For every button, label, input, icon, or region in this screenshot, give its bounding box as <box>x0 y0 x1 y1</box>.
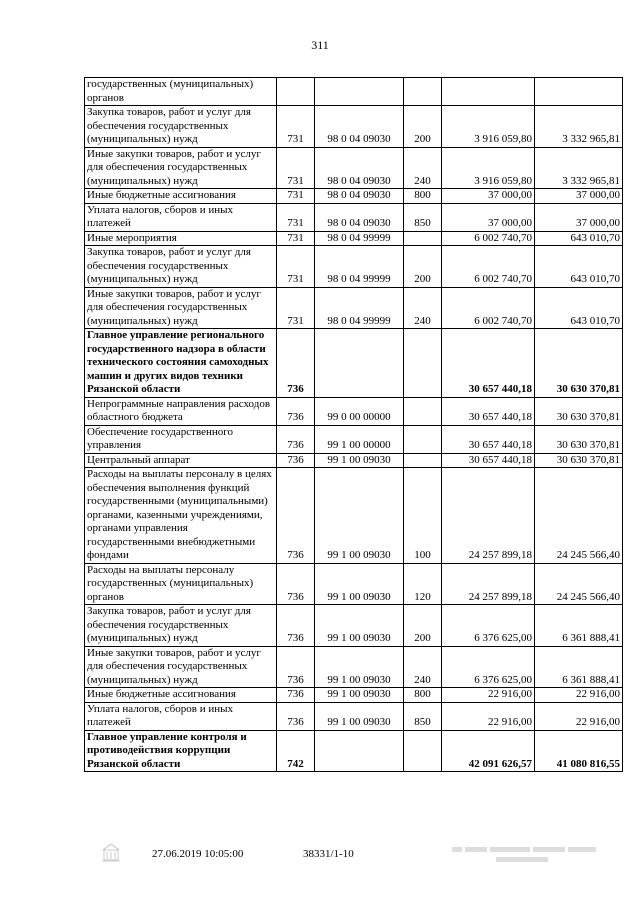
table-row <box>85 203 623 231</box>
row-sum-2020: 24 245 566,40 <box>535 468 623 564</box>
row-csr: 98 0 04 99999 <box>315 287 404 329</box>
row-sum-2020: 41 080 816,55 <box>535 730 623 772</box>
row-csr: 99 1 00 09030 <box>315 605 404 647</box>
row-name: Иные бюджетные ассигнования <box>85 189 277 204</box>
table-row <box>85 425 623 453</box>
row-sum-2019: 6 002 740,70 <box>442 287 535 329</box>
row-ved: 736 <box>277 425 315 453</box>
row-sum-2019: 6 376 625,00 <box>442 646 535 688</box>
row-sum-2020: 6 361 888,41 <box>535 646 623 688</box>
row-sum-2020: 643 010,70 <box>535 231 623 246</box>
row-ved: 731 <box>277 246 315 288</box>
row-sum-2019: 37 000,00 <box>442 189 535 204</box>
row-sum-2020: 22 916,00 <box>535 688 623 703</box>
row-ved: 731 <box>277 106 315 148</box>
row-ved: 736 <box>277 646 315 688</box>
row-vr <box>404 78 442 106</box>
row-ved: 731 <box>277 147 315 189</box>
row-name: Иные закупки товаров, работ и услуг для обеспечения государственных (муниципальных) нужд <box>85 287 277 329</box>
table-row <box>85 468 623 564</box>
row-vr <box>404 397 442 425</box>
row-csr: 98 0 04 99999 <box>315 231 404 246</box>
row-ved: 731 <box>277 287 315 329</box>
row-csr: 98 0 04 09030 <box>315 106 404 148</box>
row-vr <box>404 231 442 246</box>
row-name: Уплата налогов, сборов и иных платежей <box>85 203 277 231</box>
row-name: Расходы на выплаты персоналу государственных (муниципальных) органов <box>85 563 277 605</box>
row-sum-2020: 3 332 965,81 <box>535 147 623 189</box>
row-csr: 99 1 00 09030 <box>315 563 404 605</box>
row-csr: 99 1 00 09030 <box>315 646 404 688</box>
row-vr <box>404 453 442 468</box>
row-name: Центральный аппарат <box>85 453 277 468</box>
row-sum-2020: 30 630 370,81 <box>535 425 623 453</box>
budget-table <box>84 77 623 772</box>
row-sum-2019: 24 257 899,18 <box>442 468 535 564</box>
row-sum-2020: 643 010,70 <box>535 287 623 329</box>
row-name: Главное управление контроля и противодействия коррупции Рязанской области <box>85 730 277 772</box>
row-vr: 240 <box>404 646 442 688</box>
row-name: Закупка товаров, работ и услуг для обеспечения государственных (муниципальных) нужд <box>85 106 277 148</box>
row-vr: 240 <box>404 287 442 329</box>
footer-date: 27.06.2019 10:05:00 <box>152 848 244 860</box>
table-row <box>85 106 623 148</box>
row-vr: 240 <box>404 147 442 189</box>
row-sum-2020: 30 630 370,81 <box>535 397 623 425</box>
row-sum-2020: 24 245 566,40 <box>535 563 623 605</box>
row-ved: 742 <box>277 730 315 772</box>
row-ved: 736 <box>277 688 315 703</box>
row-sum-2019 <box>442 78 535 106</box>
row-ved: 736 <box>277 453 315 468</box>
row-ved: 736 <box>277 702 315 730</box>
table-row <box>85 147 623 189</box>
row-csr <box>315 78 404 106</box>
row-csr: 99 1 00 09030 <box>315 453 404 468</box>
row-sum-2019: 37 000,00 <box>442 203 535 231</box>
row-sum-2019: 6 376 625,00 <box>442 605 535 647</box>
row-ved: 731 <box>277 189 315 204</box>
row-csr: 99 1 00 09030 <box>315 688 404 703</box>
row-name: Расходы на выплаты персоналу в целях обеспечения выполнения функций государственными (муниципальными) органами, казенными учреждениями, органами управления государственными внебюджетными фондами <box>85 468 277 564</box>
row-name: Закупка товаров, работ и услуг для обеспечения государственных (муниципальных) нужд <box>85 246 277 288</box>
row-sum-2019: 30 657 440,18 <box>442 397 535 425</box>
table-row <box>85 397 623 425</box>
row-name: Иные закупки товаров, работ и услуг для обеспечения государственных (муниципальных) нужд <box>85 147 277 189</box>
row-vr <box>404 730 442 772</box>
row-sum-2020: 643 010,70 <box>535 246 623 288</box>
table-row <box>85 702 623 730</box>
row-csr: 98 0 04 09030 <box>315 203 404 231</box>
row-name: Главное управление регионального государственного надзора в области технического состояния самоходных машин и других видов техники Рязанской области <box>85 329 277 398</box>
row-sum-2020 <box>535 78 623 106</box>
row-sum-2020: 6 361 888,41 <box>535 605 623 647</box>
row-vr <box>404 329 442 398</box>
row-sum-2020: 37 000,00 <box>535 189 623 204</box>
row-sum-2019: 6 002 740,70 <box>442 246 535 288</box>
row-sum-2019: 3 916 059,80 <box>442 106 535 148</box>
row-csr: 99 1 00 09030 <box>315 702 404 730</box>
table-row <box>85 287 623 329</box>
row-csr: 98 0 04 09030 <box>315 147 404 189</box>
budget-table-body <box>85 78 623 772</box>
row-csr: 98 0 04 09030 <box>315 189 404 204</box>
row-vr: 200 <box>404 106 442 148</box>
row-sum-2019: 24 257 899,18 <box>442 563 535 605</box>
table-row <box>85 231 623 246</box>
row-ved: 731 <box>277 203 315 231</box>
row-sum-2020: 22 916,00 <box>535 702 623 730</box>
table-row <box>85 189 623 204</box>
row-sum-2019: 42 091 626,57 <box>442 730 535 772</box>
row-ved <box>277 78 315 106</box>
table-row <box>85 329 623 398</box>
row-csr <box>315 329 404 398</box>
row-vr: 200 <box>404 246 442 288</box>
row-vr <box>404 425 442 453</box>
row-vr: 800 <box>404 688 442 703</box>
row-name: Непрограммные направления расходов областного бюджета <box>85 397 277 425</box>
row-name: Закупка товаров, работ и услуг для обеспечения государственных (муниципальных) нужд <box>85 605 277 647</box>
faded-watermark-text <box>452 845 602 867</box>
row-vr: 800 <box>404 189 442 204</box>
footer-doc-number: 38331/1-10 <box>303 848 354 860</box>
row-ved: 731 <box>277 231 315 246</box>
page-number: 311 <box>311 38 329 52</box>
table-row <box>85 453 623 468</box>
row-vr: 100 <box>404 468 442 564</box>
row-sum-2019: 3 916 059,80 <box>442 147 535 189</box>
table-row <box>85 563 623 605</box>
row-vr: 200 <box>404 605 442 647</box>
row-ved: 736 <box>277 605 315 647</box>
table-row <box>85 688 623 703</box>
row-csr: 99 0 00 00000 <box>315 397 404 425</box>
row-name: Обеспечение государственного управления <box>85 425 277 453</box>
row-sum-2020: 37 000,00 <box>535 203 623 231</box>
row-ved: 736 <box>277 563 315 605</box>
row-sum-2019: 30 657 440,18 <box>442 425 535 453</box>
table-row <box>85 246 623 288</box>
row-ved: 736 <box>277 468 315 564</box>
row-sum-2019: 30 657 440,18 <box>442 329 535 398</box>
row-sum-2020: 3 332 965,81 <box>535 106 623 148</box>
row-ved: 736 <box>277 397 315 425</box>
row-sum-2019: 22 916,00 <box>442 688 535 703</box>
row-vr: 850 <box>404 203 442 231</box>
table-row <box>85 605 623 647</box>
row-sum-2019: 6 002 740,70 <box>442 231 535 246</box>
row-sum-2020: 30 630 370,81 <box>535 453 623 468</box>
row-sum-2019: 30 657 440,18 <box>442 453 535 468</box>
row-name: Иные закупки товаров, работ и услуг для обеспечения государственных (муниципальных) нужд <box>85 646 277 688</box>
table-row <box>85 730 623 772</box>
row-name: государственных (муниципальных) органов <box>85 78 277 106</box>
row-sum-2019: 22 916,00 <box>442 702 535 730</box>
row-vr: 850 <box>404 702 442 730</box>
row-name: Уплата налогов, сборов и иных платежей <box>85 702 277 730</box>
row-vr: 120 <box>404 563 442 605</box>
row-sum-2020: 30 630 370,81 <box>535 329 623 398</box>
row-csr: 99 1 00 09030 <box>315 468 404 564</box>
row-ved: 736 <box>277 329 315 398</box>
row-name: Иные бюджетные ассигнования <box>85 688 277 703</box>
row-csr: 99 1 00 00000 <box>315 425 404 453</box>
row-csr: 98 0 04 99999 <box>315 246 404 288</box>
row-name: Иные мероприятия <box>85 231 277 246</box>
row-csr <box>315 730 404 772</box>
table-row <box>85 646 623 688</box>
table-row <box>85 78 623 106</box>
